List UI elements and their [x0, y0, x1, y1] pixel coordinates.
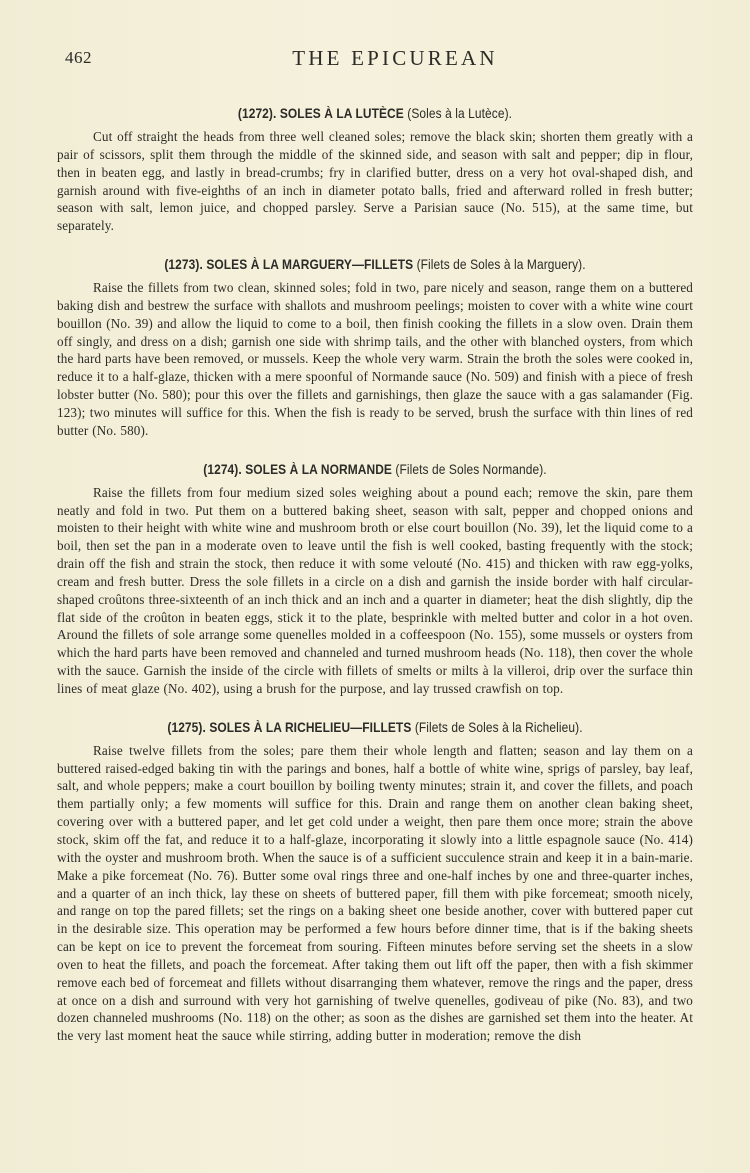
recipe-title — [95, 106, 655, 121]
recipe-1273 — [57, 257, 693, 440]
recipe-body: Raise the fillets from two clean, skinned soles; fold in two, pare nicely and season, range them on a buttered baking dish and bestrew the surface with shallots and mushroom peelings; moisten to cover with a white wine court bouillon (No. 39) and allow the liquid to come to a boil, then finish cooking the fillets in a slow oven. Drain them off singly, and dress on a dish; garnish one side with shrimp tails, and the other with blanched oysters, from which the hard parts have been removed, or mussels. Keep the whole very warm. Strain the broth the soles were cooked in, reduce it to a half-glaze, thicken with a mere spoonful of Normande sauce (No. 509) and finish with a piece of fresh lobster butter (No. 580); pour this over the fillets and garnishings, then glaze the sauce with a gas salamander (Fig. 123); two minutes will suffice for this. When the fish is ready to be served, brush the surface with thin lines of red butter (No. 580). — [57, 280, 693, 438]
recipe-1275 — [57, 720, 693, 1045]
recipe-name: SOLES À LA NORMANDE — [245, 461, 392, 477]
recipe-1274 — [57, 462, 693, 698]
recipe-french-name: (Filets de Soles Normande). — [395, 461, 547, 477]
recipe-name: SOLES À LA RICHELIEU—FILLETS — [209, 719, 412, 735]
recipe-number: (1274). — [203, 461, 242, 477]
recipe-body: Cut off straight the heads from three well cleaned soles; remove the black skin; shorten them greatly with a pair of scissors, split them through the middle of the skinned side, and season with salt and pepper; dip in flour, then in beaten egg, and lastly in bread-crumbs; fry in clarified butter, dress on a very hot oval-shaped dish, and garnish around with five-eighths of an inch in diameter potato balls, fried and afterward rolled in fresh butter; season with salt, lemon juice, and chopped parsley. Serve a Parisian sauce (No. 515), at the same time, but separately. — [57, 129, 693, 234]
recipe-french-name: (Soles à la Lutèce). — [407, 106, 513, 121]
running-head — [57, 42, 693, 72]
recipe-name: SOLES À LA MARGUERY—FILLETS — [206, 257, 414, 273]
recipe-name: SOLES À LA LUTÈCE — [279, 106, 404, 121]
recipe-title — [95, 720, 655, 735]
recipe-title — [95, 257, 655, 272]
recipe-number: (1275). — [167, 719, 206, 735]
recipe-french-name: (Filets de Soles à la Richelieu). — [414, 719, 583, 735]
recipe-title — [95, 462, 655, 477]
recipe-body: Raise twelve fillets from the soles; pare them their whole length and flatten; season and lay them on a buttered raised-edged baking tin with the parings and bones, half a bottle of white wine, sprigs of parsley, bay leaf, salt, and whole peppers; make a court bouillon by boiling twenty minutes; strain it, and cover the fillets, and poach them partially only; a few moments will suffice for this. Drain and range them on another clean baking sheet, covering over with a buttered paper, and let get cold under a weight, then pare them once more; strain the above stock, skim off the fat, and reduce it to a half-glaze, incorporating it slowly into a little espagnole sauce (No. 414) with the oyster and mushroom broth. When the sauce is of a sufficient succulence strain and keep it in a bain-marie. Make a pike forcemeat (No. 76). Butter some oval rings three and one-half inches by one and three-quarter inches, and a quarter of an inch thick, lay these on sheets of buttered paper, fill them with pike forcemeat; smooth nicely, and range on top the pared fillets; set the rings on a baking sheet one beside another, cover with buttered paper cut in the desirable size. This operation may be performed a few hours before dinner time, that is if the baking sheets can be kept on ice to prevent the forcemeat from souring. Fifteen minutes before serving set the sheets in a slow oven to heat the fillets, and poach the forcemeat. After taking them out lift off the paper, then with a fish skimmer remove each bed of forcemeat and fillets without disarranging them whatever, remove the rings and the paper, dress at once on a dish and surround with very hot garnishing of twelve quenelles, godiveau of pike (No. 83), and two dozen channeled mushrooms (No. 118) on the other; as soon as the dishes are garnished set them into the heater. At the very last moment heat the sauce while stirring, adding butter in moderation; remove the dish — [57, 742, 693, 1044]
recipe-number: (1273). — [164, 257, 203, 273]
book-title: THE EPICUREAN — [292, 46, 498, 70]
recipe-french-name: (Filets de Soles à la Marguery). — [416, 257, 586, 273]
recipe-body: Raise the fillets from four medium sized soles weighing about a pound each; remove the skin, pare them neatly and fold in two. Put them on a buttered baking sheet, season with salt, pepper and chopped onions and moisten to their height with white wine and mushroom broth or else court bouillon (No. 39), let the liquid come to a boil, then set the pan in a moderate oven to leave until the fish is well cooked, basting frequently with the stock; drain off the fish and strain the stock, then reduce it with some velouté (No. 415) and thicken with raw egg-yolks, cream and fresh butter. Dress the sole fillets in a circle on a dish and garnish the inside border with half circular-shaped croûtons three-sixteenth of an inch thick and an inch and a quarter in diameter; heat the dish slightly, dip the flat side of the croûton in beaten eggs, stick it to the plate, besprinkle with melted butter and color in a hot oven. Around the fillets of sole arrange some quenelles molded in a coffeespoon (No. 155), some mussels or oysters from which the hard parts have been removed and channeled and turned mushroom heads (No. 118), then cover the whole with the sauce. Garnish the inside of the circle with fillets of smelts or milts à la villeroi, drip over the surface thin lines of meat glaze (No. 402), using a brush for the purpose, and lay trussed crawfish on top. — [57, 484, 693, 696]
recipe-1272 — [57, 106, 693, 235]
page-number: 462 — [65, 48, 92, 67]
recipe-number: (1272). — [237, 106, 277, 121]
